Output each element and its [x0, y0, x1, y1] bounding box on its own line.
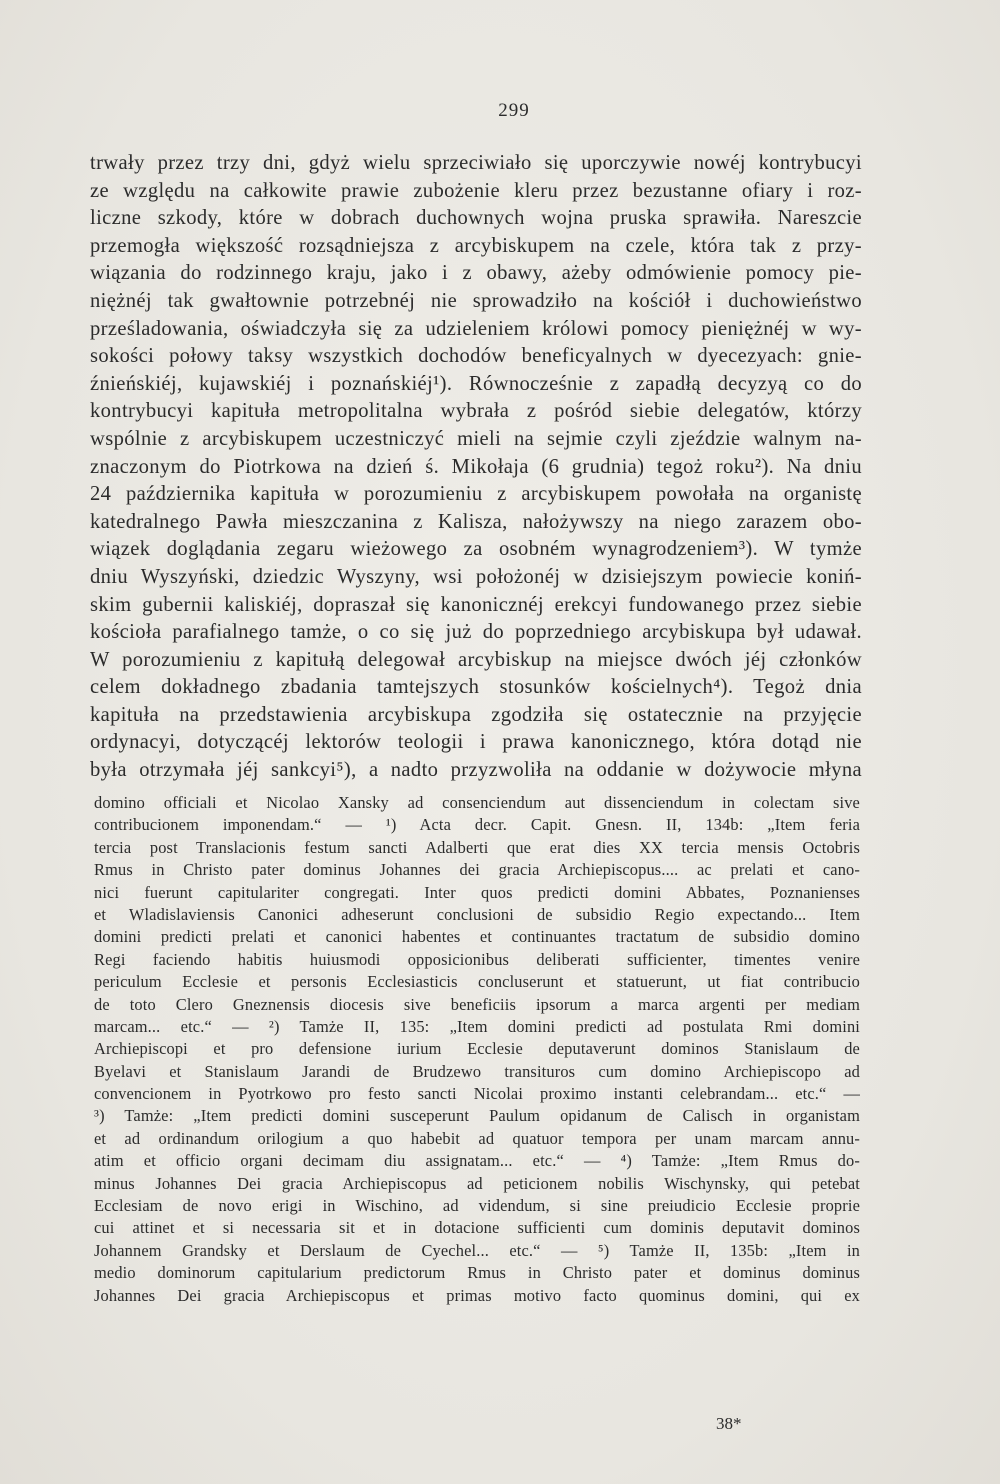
- text-line: przemogła większość rozsądniejsza z arcybiskupem na czele, która tak z przy-: [90, 234, 862, 257]
- text-line: znaczonym do Piotrkowa na dzień ś. Mikołaja (6 grudnia) tegoż roku²). Na dniu: [90, 455, 862, 478]
- footnote-line: et ad ordinandum orilogium a quo habebit ad quatuor tempora per unam marcam annu-: [94, 1128, 860, 1148]
- text-line: sokości połowy taksy wszystkich dochodów beneficyalnych w dyecezyach: gnie-: [90, 345, 862, 368]
- footnote-line: cui attinet et si necessaria sit et in dotacione sufficienti cum dominis deputavit dominos: [94, 1218, 860, 1238]
- footnotes: [94, 792, 860, 1307]
- main-text: [90, 150, 862, 785]
- footnote-line: et Wladislaviensis Canonici adheserunt conclusioni de subsidio Regio expectando... Item: [94, 904, 860, 924]
- text-line: ordynacyi, dotyczącéj lektorów teologii i prawa kanonicznego, która dotąd nie: [90, 731, 862, 754]
- text-line: kościoła parafialnego tamże, o co się już do poprzedniego arcybiskupa był udawał.: [90, 621, 862, 644]
- text-line: trwały przez trzy dni, gdyż wielu sprzeciwiało się uporczywie nowéj kontrybucyi: [90, 152, 862, 174]
- text-line: źnieńskiéj, kujawskiéj i poznańskiéj¹). Równocześnie z zapadłą decyzyą co do: [90, 372, 862, 395]
- footnote-line: Johannes Dei gracia Archiepiscopus et primas motivo facto quominus domini, qui ex: [94, 1285, 860, 1305]
- footnote-line: Archiepiscopi et pro defensione iurium Ecclesie deputaverunt dominos Stanislaum de: [94, 1039, 860, 1059]
- text-line: kontrybucyi kapituła metropolitalna wybrała z pośród siebie delegatów, którzy: [90, 400, 862, 423]
- printer-signature: 38*: [716, 1414, 742, 1433]
- text-line: wiązek doglądania zegaru wieżowego za osobném wynagrodzeniem³). W tymże: [90, 538, 862, 561]
- text-line: W porozumieniu z kapitułą delegował arcybiskup na miejsce dwóch jéj członków: [90, 648, 862, 671]
- footnote-line: periculum Ecclesie et personis Ecclesiasticis concluserunt et statuerunt, ut fiat contribucio: [94, 972, 860, 992]
- page-number: 299: [498, 100, 530, 121]
- footnote-line: domini predicti prelati et canonici habentes et continuantes tractatum de subsidio domino: [94, 927, 860, 947]
- text-line: wiązania do rodzinnego kraju, jako i z obawy, ażeby odmówienie pomocy pie-: [90, 262, 862, 285]
- footnote-line: medio dominorum capitularium predictorum Rmus in Christo pater et dominus dominus: [94, 1263, 860, 1283]
- footnote-line: Regi faciendo habitis huiusmodi opposicionibus deliberati sufficienter, timentes venire: [94, 949, 860, 969]
- footnote-line: atim et officio organi decimam diu assignatam... etc.“ — ⁴) Tamże: „Item Rmus do-: [94, 1151, 860, 1171]
- text-line: prześladowania, oświadczyła się za udzieleniem królowi pomocy pieniężnéj w wy-: [90, 317, 862, 340]
- footnote-line: Rmus in Christo pater dominus Johannes dei gracia Archiepiscopus.... ac prelati et cano-: [94, 860, 860, 880]
- footnote-line: Johannem Grandsky et Derslaum de Cyechel... etc.“ — ⁵) Tamże II, 135b: „Item in: [94, 1240, 860, 1260]
- footnote-line: contribucionem imponendam.“ — ¹) Acta decr. Capit. Gnesn. II, 134b: „Item feria: [94, 815, 860, 835]
- footnote-line: marcam... etc.“ — ²) Tamże II, 135: „Item domini predicti ad postulata Rmi domini: [94, 1016, 860, 1036]
- text-line: ze względu na całkowite prawie zubożenie kleru przez bezustanne ofiary i roz-: [90, 179, 862, 202]
- text-line: dniu Wyszyński, dziedzic Wyszyny, wsi położonéj w dzisiejszym powiecie koniń-: [90, 565, 862, 588]
- text-line: 24 października kapituła w porozumieniu z arcybiskupem powołała na organistę: [90, 483, 862, 506]
- footnote-line: domino officiali et Nicolao Xansky ad consenciendum aut dissenciendum in colectam sive: [94, 793, 860, 812]
- text-line: katedralnego Pawła mieszczanina z Kalisza, nałożywszy na niego zarazem obo-: [90, 510, 862, 533]
- text-line: skim gubernii kaliskiéj, dopraszał się kanonicznéj erekcyi fundowanego przez siebie: [90, 593, 862, 616]
- text-line: kapituła na przedstawienia arcybiskupa zgodziła się ostatecznie na przyjęcie: [90, 703, 862, 726]
- footnote-line: de toto Clero Gneznensis diocesis sive beneficiis ipsorum a marca argenti per mediam: [94, 994, 860, 1014]
- text-line: celem dokładnego zbadania tamtejszych stosunków kościelnych⁴). Tegoż dnia: [90, 676, 862, 699]
- footnote-line: minus Johannes Dei gracia Archiepiscopus ad peticionem nobilis Wischynsky, qui petebat: [94, 1173, 860, 1193]
- footnote-line: Byelavi et Stanislaum Jarandi de Brudzewo transituros cum domino Archiepiscopo ad: [94, 1061, 860, 1081]
- footnote-line: ³) Tamże: „Item predicti domini susceperunt Paulum opidanum de Calisch in organistam: [94, 1106, 860, 1126]
- footnote-line: nici fuerunt capitulariter congregati. Inter quos predicti domini Abbates, Poznanienses: [94, 882, 860, 902]
- text-line: była otrzymała jéj sankcyi⁵), a nadto przyzwoliła na oddanie w dożywocie młyna: [90, 759, 862, 782]
- footnote-line: convencionem in Pyotrkowo pro festo sancti Nicolai proximo instanti celebrandam... etc.“ —: [94, 1084, 860, 1104]
- text-line: niężnéj tak gwałtownie potrzebnéj nie sprowadziło na kościół i duchowieństwo: [90, 289, 862, 312]
- footnote-line: Ecclesiam de novo erigi in Wischino, ad videndum, si sine preiudicio Ecclesie proprie: [94, 1196, 860, 1216]
- text-line: wspólnie z arcybiskupem uczestniczyć mieli na sejmie czyli zjeździe walnym na-: [90, 427, 862, 450]
- footnote-line: tercia post Translacionis festum sancti Adalberti que erat dies XX tercia mensis Octobris: [94, 837, 860, 857]
- text-line: liczne szkody, które w dobrach duchownych wojna pruska sprawiła. Nareszcie: [90, 207, 862, 230]
